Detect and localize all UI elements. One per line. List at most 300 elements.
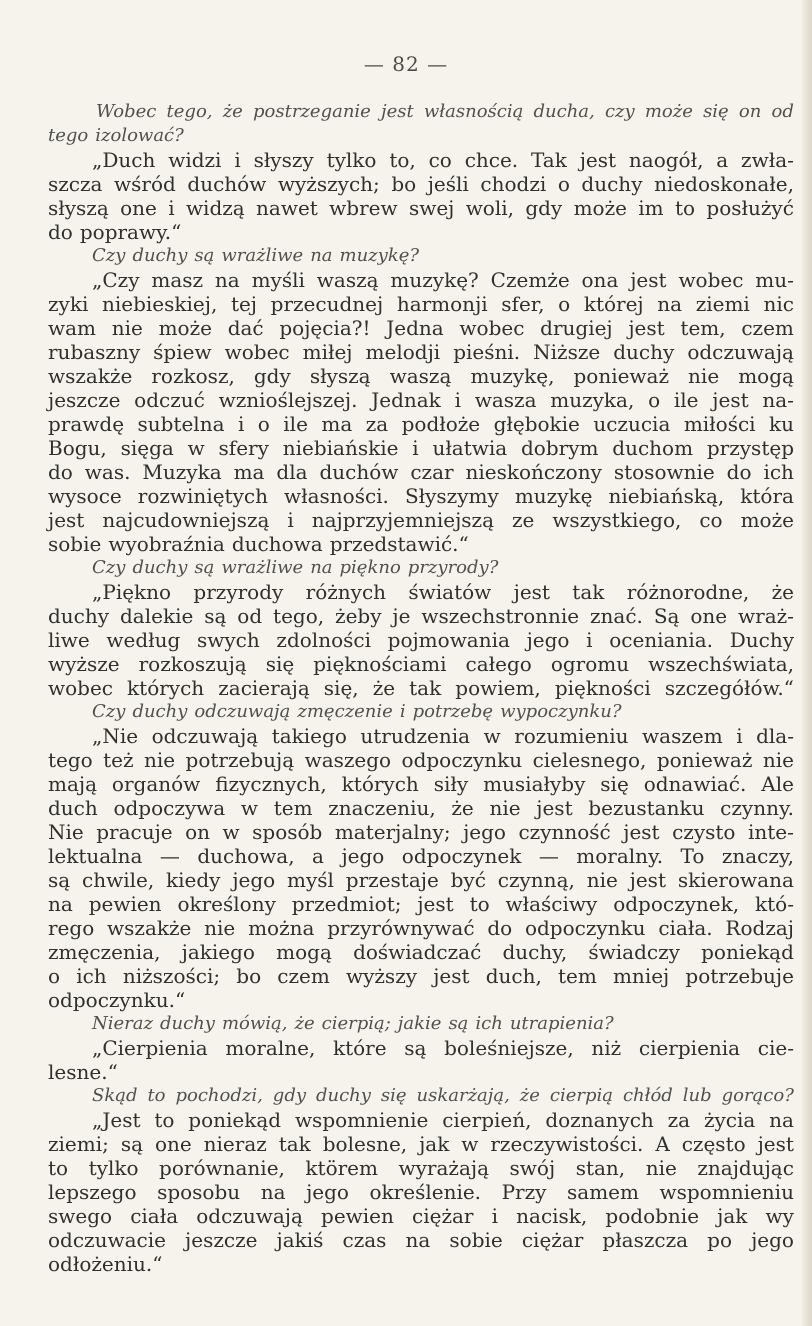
word: waszą <box>389 364 452 388</box>
word: musiałyby <box>483 772 586 796</box>
word: ułatwia <box>432 436 508 460</box>
word: zmęczenia, <box>48 940 161 964</box>
word: głębokie <box>493 412 580 436</box>
word: nic <box>763 292 794 316</box>
text-line <box>48 340 794 364</box>
word: nawet <box>256 196 318 220</box>
word: sobie <box>48 532 102 556</box>
word: a <box>716 148 729 172</box>
word: jest <box>381 101 414 122</box>
word: wobec <box>224 340 290 364</box>
word: na <box>310 557 333 578</box>
word: rozumieniu <box>514 724 629 748</box>
word: im <box>638 196 664 220</box>
word: inte- <box>747 820 794 844</box>
word: nie <box>688 364 720 388</box>
word: przyrównywać <box>327 916 475 940</box>
word: duchy <box>581 172 643 196</box>
word: cierpią <box>549 1085 613 1106</box>
word: może <box>740 508 794 532</box>
word: ziemi; <box>48 1132 109 1156</box>
word: światów <box>408 580 492 604</box>
word: wrażliwe <box>221 245 304 266</box>
word: nie <box>204 916 236 940</box>
word: mu- <box>755 268 794 292</box>
word: odczuwają <box>151 724 259 748</box>
word: niż <box>591 1036 622 1060</box>
word: swych <box>197 628 260 652</box>
word: nie <box>143 748 176 772</box>
word: nieraz <box>203 1132 267 1156</box>
word: ponieważ <box>573 364 670 388</box>
text-line <box>48 580 794 604</box>
word: mogą <box>276 940 332 964</box>
word: wraż- <box>738 604 794 628</box>
text-line <box>48 1252 794 1276</box>
word: duchy <box>613 340 675 364</box>
word: stosownie <box>613 460 715 484</box>
word: jego <box>526 628 570 652</box>
word: tej <box>230 292 258 316</box>
word: to, <box>389 148 416 172</box>
word: od <box>237 604 263 628</box>
word: gdy <box>253 364 291 388</box>
word: Skąd <box>92 1085 138 1106</box>
word: muzykę <box>514 484 593 508</box>
word: że <box>294 1013 315 1034</box>
word: niedoskonałe, <box>654 172 794 196</box>
word: gorąco? <box>721 1085 794 1106</box>
word: że <box>771 580 794 604</box>
word: jest <box>629 868 666 892</box>
text-line <box>48 1108 794 1132</box>
word: czysto <box>672 820 736 844</box>
word: odczuwają <box>687 340 794 364</box>
word: na <box>657 292 683 316</box>
word: dalekie <box>119 604 194 628</box>
word: są <box>194 245 215 266</box>
word: tak <box>409 676 442 700</box>
word: życia <box>703 1108 756 1132</box>
word: Czemże <box>490 268 570 292</box>
text-line <box>48 436 794 460</box>
word: poprawy.“ <box>79 220 182 244</box>
word: dać <box>227 316 264 340</box>
text-line <box>48 724 794 748</box>
word: duchy <box>132 557 188 578</box>
word: myśli <box>251 268 305 292</box>
word: subtelna <box>137 412 225 436</box>
word: „Duch <box>92 148 156 172</box>
text-line <box>48 844 794 868</box>
word: cielesnego, <box>532 748 647 772</box>
text-line <box>48 220 794 244</box>
word: że <box>222 101 243 122</box>
text-line <box>48 676 794 700</box>
word: w <box>461 1132 479 1156</box>
word: całego <box>465 652 532 676</box>
word: pewien <box>88 892 162 916</box>
word: na <box>310 245 333 266</box>
word: postrzeganie <box>253 101 371 122</box>
word: — <box>159 844 180 868</box>
word: duchy <box>315 1085 371 1106</box>
word: Czy <box>92 701 126 722</box>
word: czar <box>410 460 454 484</box>
word: was. <box>84 460 131 484</box>
word: Słyszymy <box>404 484 499 508</box>
word: która <box>740 484 794 508</box>
word: których <box>127 676 205 700</box>
word: cierpią; <box>321 1013 391 1034</box>
word: gdy <box>525 196 563 220</box>
word: i <box>412 436 419 460</box>
word: dobrym <box>521 436 599 460</box>
word: wspomnieniu <box>659 1180 794 1204</box>
word: Niższe <box>533 340 601 364</box>
word: wyższe <box>48 652 120 676</box>
word: to <box>154 1108 175 1132</box>
word: ma <box>233 460 265 484</box>
text-line <box>48 652 794 676</box>
word: sfery <box>218 436 269 460</box>
word: jeszcze <box>185 1228 258 1252</box>
word: wobec <box>459 316 525 340</box>
word: mniej <box>612 964 670 988</box>
word: są <box>194 557 215 578</box>
word: na <box>769 1108 794 1132</box>
word: samem <box>567 1180 639 1204</box>
word: znaczy, <box>721 844 794 868</box>
word: na <box>214 268 240 292</box>
word: ku <box>769 412 794 436</box>
word: w <box>483 724 501 748</box>
word: odpoczynku <box>524 916 646 940</box>
word: skierowana <box>677 868 794 892</box>
word: lub <box>682 1085 712 1106</box>
word: znaczeniu, <box>328 796 436 820</box>
word: niebiańskie <box>282 436 399 460</box>
text-line <box>48 1156 794 1180</box>
word: i <box>168 196 175 220</box>
word: jak <box>419 1132 450 1156</box>
word: o <box>48 964 61 988</box>
word: czynną, <box>497 868 575 892</box>
word: moralny. <box>576 844 664 868</box>
word: nie <box>489 796 521 820</box>
word: czynność <box>518 820 611 844</box>
word: harmonji <box>396 292 488 316</box>
word: ile <box>673 388 699 412</box>
word: bo <box>236 964 262 988</box>
word: duchom <box>612 436 694 460</box>
word: takiego <box>271 724 347 748</box>
word: odpoczynek <box>401 844 522 868</box>
word: widzi <box>168 148 222 172</box>
word: tem, <box>680 316 726 340</box>
word: ich <box>475 1013 503 1034</box>
word: cierpienia <box>638 1036 741 1060</box>
word: i <box>454 388 461 412</box>
word: wszystkiego, <box>552 508 682 532</box>
word: ich <box>76 964 107 988</box>
word: chłód <box>622 1085 673 1106</box>
word: pojmowania <box>387 628 510 652</box>
word: wznioślejszej. <box>218 388 358 412</box>
word: może <box>573 196 627 220</box>
word: tego <box>48 748 93 772</box>
word: za <box>667 1108 691 1132</box>
word: nieskończony <box>465 460 602 484</box>
word: i <box>237 412 245 436</box>
word: „Piękno <box>92 580 172 604</box>
word: niebiańską, <box>608 484 725 508</box>
word: sobie <box>449 1228 503 1252</box>
word: niebieskiej, <box>101 292 218 316</box>
word: za <box>365 412 389 436</box>
word: muzyka, <box>550 388 635 412</box>
word: To <box>680 844 705 868</box>
word: do <box>726 460 752 484</box>
word: do <box>48 460 73 484</box>
word: tego, <box>166 101 213 122</box>
word: i <box>586 628 593 652</box>
word: przystęp <box>706 436 794 460</box>
word: jego <box>232 868 276 892</box>
word: Czy <box>92 245 126 266</box>
word: co <box>699 508 723 532</box>
word: szczegółów.“ <box>664 676 794 700</box>
word: niższości; <box>122 964 221 988</box>
word: Czy <box>92 557 126 578</box>
word: się, <box>323 676 359 700</box>
text-line <box>48 1204 794 1228</box>
word: na- <box>762 388 794 412</box>
word: sięga <box>120 436 174 460</box>
word: odłożeniu.“ <box>48 1252 163 1276</box>
word: to <box>469 892 490 916</box>
word: różnych <box>305 580 387 604</box>
word: rego <box>48 916 95 940</box>
word: jest <box>48 508 85 532</box>
word: wypoczynku? <box>500 701 622 722</box>
word: różnorodne, <box>626 580 750 604</box>
word: fizycznych, <box>215 772 327 796</box>
word: — <box>538 844 559 868</box>
word: duchów <box>319 460 399 484</box>
question-line <box>48 244 794 268</box>
word: jego <box>306 1180 349 1204</box>
word: ducha, <box>533 101 595 122</box>
word: są <box>48 868 71 892</box>
text-line <box>48 916 794 940</box>
text-line <box>48 964 794 988</box>
word: które <box>332 1036 387 1060</box>
word: można <box>248 916 315 940</box>
word: ziemi <box>695 292 750 316</box>
word: wobec <box>678 268 744 292</box>
word: jest <box>417 892 454 916</box>
text-line <box>48 868 794 892</box>
word: przyrody <box>193 580 284 604</box>
word: jest <box>433 964 470 988</box>
word: najcudowniejszą <box>102 508 270 532</box>
text-line <box>48 532 794 556</box>
word: przyrody? <box>407 557 499 578</box>
word: zwła- <box>741 148 794 172</box>
word: może <box>644 101 693 122</box>
word: wyższy <box>345 964 418 988</box>
word: mówią, <box>221 1013 288 1034</box>
word: jest <box>623 820 660 844</box>
word: Są <box>653 604 680 628</box>
word: ich <box>763 460 794 484</box>
word: któ- <box>755 892 794 916</box>
text-line <box>48 796 794 820</box>
text-line <box>48 268 794 292</box>
word: ciężar <box>521 1228 584 1252</box>
word: wasza <box>474 388 537 412</box>
word: wszakże <box>48 364 133 388</box>
word: ktörem <box>305 1156 378 1180</box>
word: one <box>154 1132 192 1156</box>
word: duchy <box>132 701 188 722</box>
word: Jedna <box>386 316 444 340</box>
word: według <box>106 628 181 652</box>
text-line <box>48 988 794 1012</box>
word: Nie <box>48 820 84 844</box>
word: tego <box>48 125 89 146</box>
word: Jednak <box>371 388 441 412</box>
word: jak <box>717 1204 748 1228</box>
word: swej <box>408 196 455 220</box>
word: muzykę? <box>339 245 420 266</box>
word: i <box>234 148 241 172</box>
word: do <box>487 916 513 940</box>
word: po <box>707 1228 732 1252</box>
word: ciała <box>130 1204 179 1228</box>
text-line <box>48 196 794 220</box>
word: której <box>583 292 644 316</box>
word: naogół, <box>628 148 704 172</box>
word: na <box>405 1228 431 1252</box>
word: uczucia <box>593 412 671 436</box>
text-line <box>48 148 794 172</box>
word: wyższych; <box>277 172 380 196</box>
word: znać. <box>590 604 643 628</box>
word: wspomnienie <box>294 1108 429 1132</box>
word: „Czy <box>92 268 140 292</box>
word: dla <box>276 460 308 484</box>
word: odczuwają <box>194 701 291 722</box>
text-line <box>48 508 794 532</box>
word: jeszcze <box>48 388 121 412</box>
word: kiedy <box>166 868 221 892</box>
word: zyki <box>48 292 89 316</box>
word: potrzebują <box>185 748 295 772</box>
word: chwile, <box>82 868 155 892</box>
word: wyobraźnia <box>108 532 225 556</box>
word: Ale <box>761 772 794 796</box>
text-line <box>48 388 794 412</box>
word: to <box>674 196 696 220</box>
word: słyszy <box>253 148 314 172</box>
word: płaszcza <box>602 1228 689 1252</box>
word: wśród <box>114 172 176 196</box>
word: Bogu, <box>48 436 107 460</box>
word: gdy <box>272 1085 307 1106</box>
word: są <box>120 1132 143 1156</box>
word: miłej <box>302 340 353 364</box>
word: jest <box>536 796 573 820</box>
word: waszego <box>304 748 392 772</box>
word: własnością <box>423 101 524 122</box>
word: znajdując <box>697 1156 794 1180</box>
word: zdolności <box>276 628 371 652</box>
word: jest <box>513 580 550 604</box>
word: Duchy <box>729 628 794 652</box>
word: mogą <box>738 364 794 388</box>
word: są <box>404 1036 427 1060</box>
word: cierpień, <box>442 1108 532 1132</box>
word: utrudzenia <box>360 724 471 748</box>
word: powiem, <box>455 676 541 700</box>
word: Nieraz <box>92 1013 153 1034</box>
word: wszechstronnie <box>421 604 580 628</box>
word: duchowa <box>231 532 323 556</box>
word: masz <box>151 268 204 292</box>
word: muzykę? <box>390 268 479 292</box>
word: żeby <box>335 604 382 628</box>
word: sfer, <box>501 292 545 316</box>
word: doświadczać <box>353 940 482 964</box>
word: swego <box>48 1204 113 1228</box>
word: do <box>48 220 73 244</box>
word: w <box>187 436 205 460</box>
word: chce. <box>464 148 519 172</box>
word: pięknościami <box>313 652 447 676</box>
word: zmęczenie <box>297 701 393 722</box>
word: piękno <box>339 557 401 578</box>
word: izolować? <box>95 125 184 146</box>
word: cie- <box>757 1036 794 1060</box>
word: śpiew <box>153 340 212 364</box>
word: czem <box>741 316 794 340</box>
question-line <box>48 556 794 580</box>
word: sposobu <box>157 1180 241 1204</box>
word: boleśniejsze, <box>444 1036 574 1060</box>
text-line <box>48 892 794 916</box>
word: potrzebuje <box>685 964 794 988</box>
word: duchy, <box>502 940 568 964</box>
word: jest <box>579 148 617 172</box>
word: Tak <box>531 148 567 172</box>
text-line <box>48 364 794 388</box>
word: duchy <box>159 1013 215 1034</box>
word: od <box>771 101 794 122</box>
word: wysoce <box>48 484 122 508</box>
word: często <box>681 1132 746 1156</box>
word: organów <box>111 772 201 796</box>
word: i <box>287 508 294 532</box>
word: o <box>557 172 570 196</box>
word: A <box>655 1132 670 1156</box>
word: ogromu <box>550 652 630 676</box>
word: rozkoszują <box>138 652 247 676</box>
word: duch, <box>485 964 542 988</box>
word: się <box>600 772 629 796</box>
word: potrzebę <box>412 701 494 722</box>
